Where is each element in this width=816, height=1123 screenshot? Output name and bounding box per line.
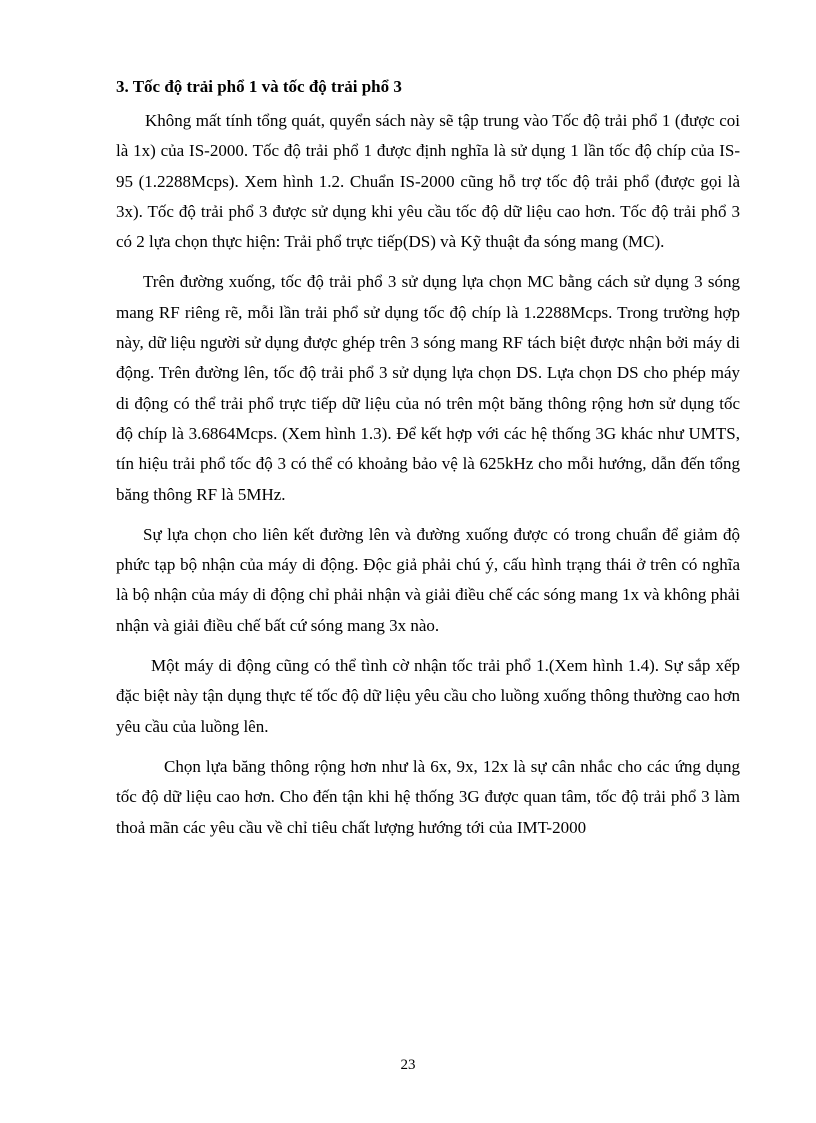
paragraph-3: Sự lựa chọn cho liên kết đường lên và đường xuống được có trong chuẩn để giảm độ phức tạp bộ nhận của máy di động. Độc giả phải chú ý, cấu hình trạng thái ở trên có nghĩa là bộ nhận của máy di động chỉ phải nhận và giải điều chế các sóng mang 1x và không phải nhận và giải điều chế bất cứ sóng mang 3x nào. xyxy=(116,524,740,635)
paragraph-2: Trên đường xuống, tốc độ trải phổ 3 sử dụng lựa chọn MC bằng cách sử dụng 3 sóng mang RF riêng rẽ, mỗi lần trải phổ sử dụng tốc độ chíp là 1.2288Mcps. Trong trường hợp này, dữ liệu người sử dụng được ghép trên 3 sóng mang RF tách biệt được nhận bởi máy di động. Trên đường lên, tốc độ trải phổ 3 sử dụng lựa chọn DS. Lựa chọn DS cho phép máy di động có thể trải phổ trực tiếp dữ liệu của nó trên một băng thông rộng hơn sử dụng tốc độ chíp là 3.6864Mcps. (Xem hình 1.3). Để kết hợp với các hệ thống 3G khác như UMTS, tín hiệu trải phổ tốc độ 3 có thể có khoảng bảo vệ là 625kHz cho mỗi hướng, dẫn đến tổng băng thông RF là 5MHz. xyxy=(116,272,740,504)
page-content xyxy=(116,75,740,853)
section-heading: 3. Tốc độ trải phổ 1 và tốc độ trải phổ 3 xyxy=(116,77,402,96)
paragraph-5: Chọn lựa băng thông rộng hơn như là 6x, 9x, 12x là sự cân nhắc cho các ứng dụng tốc độ dữ liệu cao hơn. Cho đến tận khi hệ thống 3G được quan tâm, tốc độ trải phổ 3 làm thoả mãn các yêu cầu về chỉ tiêu chất lượng hướng tới của IMT-2000 xyxy=(116,756,740,837)
paragraph-4: Một máy di động cũng có thể tình cờ nhận tốc trải phổ 1.(Xem hình 1.4). Sự sắp xếp đặc biệt này tận dụng thực tế tốc độ dữ liệu yêu cầu cho luồng xuống thông thường cao hơn yêu cầu của luồng lên. xyxy=(116,656,740,736)
page-number: 23 xyxy=(400,1057,416,1073)
paragraph-1: Không mất tính tổng quát, quyển sách này sẽ tập trung vào Tốc độ trải phổ 1 (được coi là 1x) của IS-2000. Tốc độ trải phổ 1 được định nghĩa là sử dụng 1 lần tốc độ chíp của IS-95 (1.2288Mcps). Xem hình 1.2. Chuẩn IS-2000 cũng hỗ trợ tốc độ trải phổ (được gọi là 3x). Tốc độ trải phổ 3 được sử dụng khi yêu cầu tốc độ dữ liệu cao hơn. Tốc độ trải phổ 3 có 2 lựa chọn thực hiện: Trải phổ trực tiếp(DS) và Kỹ thuật đa sóng mang (MC). xyxy=(116,111,740,252)
